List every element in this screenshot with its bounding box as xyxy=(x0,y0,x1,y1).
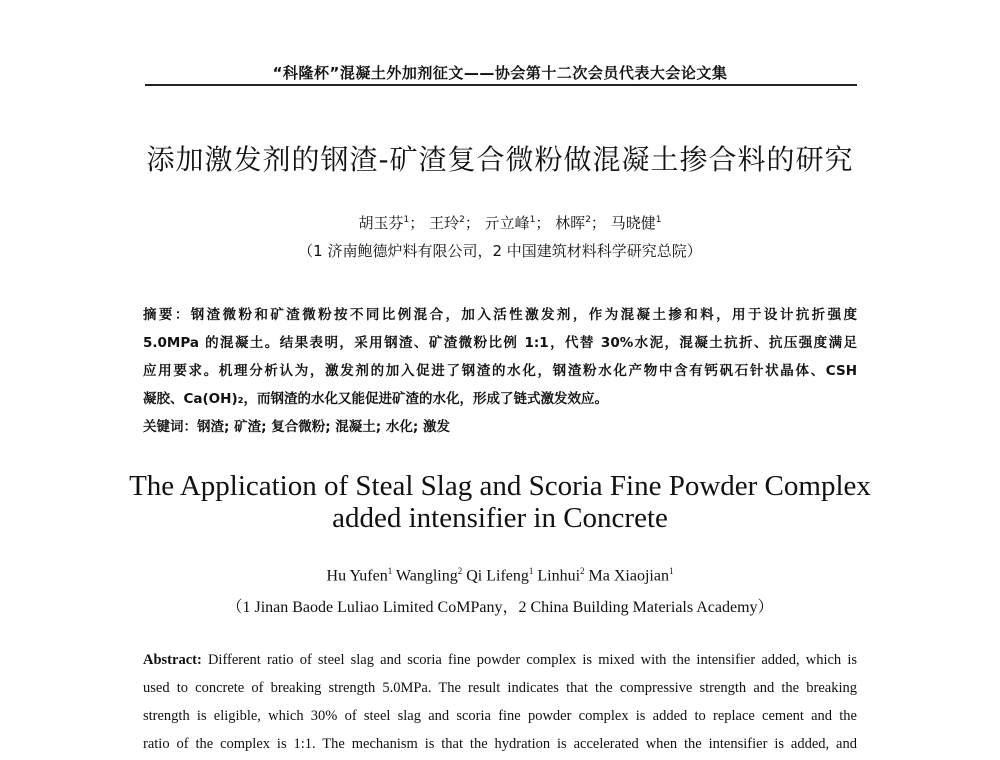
header-rule xyxy=(145,84,857,86)
author: Ma Xiaojian xyxy=(588,567,669,585)
separator: ； xyxy=(535,214,551,232)
english-abstract-line: ratio of the complex is 1:1. The mechanism is that the hydration is accelerated when the intensifier is added, and xyxy=(143,736,857,752)
running-header: “科隆杯”混凝土外加剂征文——协会第十二次会员代表大会论文集 xyxy=(272,64,728,82)
author: Qi Lifeng xyxy=(466,567,529,585)
chinese-abstract-line: 5.0MPa 的混凝土。结果表明，采用钢渣、矿渣微粉比例 1:1，代替 30%水泥，混凝土抗折、抗压强度满足 xyxy=(143,335,857,351)
affiliation-mark: 1 xyxy=(403,215,410,225)
chinese-keywords: 关键词：钢渣; 矿渣; 复合微粉; 混凝土; 水化; 激发 xyxy=(143,419,450,435)
chinese-affiliation: （1 济南鲍德炉料有限公司，2 中国建筑材料科学研究总院） xyxy=(298,242,702,260)
separator: ； xyxy=(409,214,425,232)
chinese-abstract-line: 应用要求。机理分析认为，激发剂的加入促进了钢渣的水化，钢渣粉水化产物中含有钙矾石针状晶体、CSH xyxy=(143,363,857,379)
affiliation-mark: 2 xyxy=(459,215,465,225)
english-abstract-line: strength is eligible, which 30% of steel slag and scoria fine powder complex is added to replace cement and the xyxy=(143,708,857,724)
separator: ； xyxy=(590,214,606,232)
author: Hu Yufen xyxy=(326,567,388,585)
english-title-line: The Application of Steal Slag and Scoria Fine Powder Complex xyxy=(129,470,871,502)
author: 林晖 xyxy=(555,214,586,232)
author: Linhui xyxy=(537,567,581,585)
english-abstract-line: used to concrete of breaking strength 5.0MPa. The result indicates that the compressive strength and the breaking xyxy=(143,680,857,696)
english-abstract-line xyxy=(143,652,857,669)
author: 王玲 xyxy=(429,214,460,232)
affiliation-mark: 2 xyxy=(585,215,591,225)
english-title-line: added intensifier in Concrete xyxy=(332,502,668,534)
chinese-title: 添加激发剂的钢渣-矿渣复合微粉做混凝土掺合料的研究 xyxy=(146,143,854,176)
separator: ； xyxy=(464,214,480,232)
affiliation-mark: 1 xyxy=(668,566,674,576)
affiliation-mark: 1 xyxy=(655,215,662,225)
affiliation-mark: 2 xyxy=(457,566,463,576)
author: 胡玉芬 xyxy=(358,214,404,232)
author: 亓立峰 xyxy=(484,214,530,232)
abstract-text: Different ratio of steel slag and scoria fine powder complex is mixed with the intensifier added, which is xyxy=(201,652,857,668)
author: 马晓健 xyxy=(610,214,656,232)
affiliation-mark: 2 xyxy=(580,566,585,576)
abstract-label: Abstract: xyxy=(143,652,202,668)
author: Wangling xyxy=(395,567,458,585)
english-affiliation: （1 Jinan Baode Luliao Limited CoMPany，2 China Building Materials Academy） xyxy=(226,599,774,616)
affiliation-mark: 1 xyxy=(528,566,534,576)
chinese-abstract-line: 摘要：钢渣微粉和矿渣微粉按不同比例混合，加入活性激发剂，作为混凝土掺和料，用于设计抗折强度 xyxy=(143,307,857,323)
english-authors xyxy=(0,566,1000,585)
english-title xyxy=(0,470,1000,534)
chinese-authors xyxy=(0,212,1000,233)
affiliation-mark: 1 xyxy=(387,566,393,576)
affiliation-mark: 1 xyxy=(529,215,536,225)
chinese-abstract-line: 凝胶、Ca(OH)₂，而钢渣的水化又能促进矿渣的水化，形成了链式激发效应。 xyxy=(143,391,609,407)
